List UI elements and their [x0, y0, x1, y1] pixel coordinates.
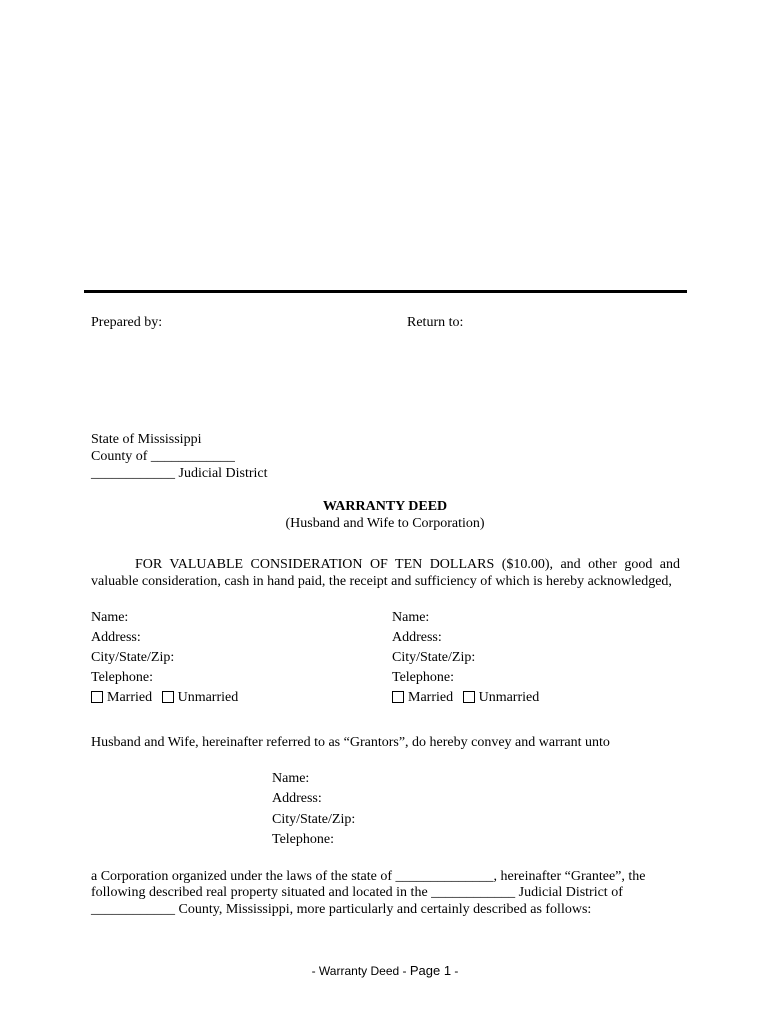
grantor1-city-label: City/State/Zip: [91, 650, 175, 665]
grantor1-marital-status [91, 690, 244, 706]
consideration-line-1: FOR VALUABLE CONSIDERATION OF TEN DOLLARS ($10.00), and other good and [135, 557, 680, 572]
grantor1-unmarried-label: Unmarried [177, 690, 239, 705]
grantee-city-label: City/State/Zip: [272, 812, 356, 827]
county-line: County of ____________ [91, 449, 235, 464]
state-line: State of Mississippi [91, 432, 202, 447]
grantor1-unmarried-option[interactable] [162, 690, 239, 706]
grantee-name-label: Name: [272, 771, 310, 786]
page-footer [0, 963, 770, 979]
grantor2-unmarried-checkbox[interactable] [463, 691, 475, 703]
grantor2-married-label: Married [408, 690, 454, 705]
grantor1-unmarried-checkbox[interactable] [162, 691, 174, 703]
grantor2-unmarried-option[interactable] [463, 690, 540, 706]
footer-page-number: Page 1 [409, 963, 452, 978]
grantor1-married-option[interactable] [91, 690, 152, 706]
footer-suffix: - [451, 964, 459, 978]
corporation-line-1: a Corporation organized under the laws of the state of ______________, hereinafter “Grantee”, the [91, 869, 646, 884]
grantee-address-label: Address: [272, 791, 322, 806]
header-rule [84, 290, 687, 293]
corporation-line-2: following described real property situated and located in the ____________ Judicial District of [91, 885, 623, 900]
grantor1-telephone-label: Telephone: [91, 670, 153, 685]
document-subtitle: (Husband and Wife to Corporation) [285, 516, 485, 531]
grantor2-married-option[interactable] [392, 690, 453, 706]
grantor2-unmarried-label: Unmarried [478, 690, 540, 705]
grantor2-address-label: Address: [392, 630, 442, 645]
return-to-label: Return to: [407, 315, 464, 330]
grantor2-city-label: City/State/Zip: [392, 650, 476, 665]
grantor1-married-checkbox[interactable] [91, 691, 103, 703]
judicial-district-line: ____________ Judicial District [91, 466, 268, 481]
grantor2-name-label: Name: [392, 610, 430, 625]
grantor2-telephone-label: Telephone: [392, 670, 454, 685]
grantor2-marital-status [392, 690, 545, 706]
grantor1-name-label: Name: [91, 610, 129, 625]
prepared-by-label: Prepared by: [91, 315, 163, 330]
footer-prefix: - Warranty Deed - [311, 964, 410, 978]
grantor2-married-checkbox[interactable] [392, 691, 404, 703]
consideration-line-2: valuable consideration, cash in hand paid, the receipt and sufficiency of which is hereby acknowledged, [91, 574, 672, 589]
grantor1-address-label: Address: [91, 630, 141, 645]
grantor1-married-label: Married [107, 690, 153, 705]
grantee-telephone-label: Telephone: [272, 832, 334, 847]
convey-statement: Husband and Wife, hereinafter referred to as “Grantors”, do hereby convey and warrant unto [91, 735, 610, 750]
document-title: WARRANTY DEED [322, 499, 448, 514]
corporation-line-3: ____________ County, Mississippi, more particularly and certainly described as follows: [91, 902, 592, 917]
